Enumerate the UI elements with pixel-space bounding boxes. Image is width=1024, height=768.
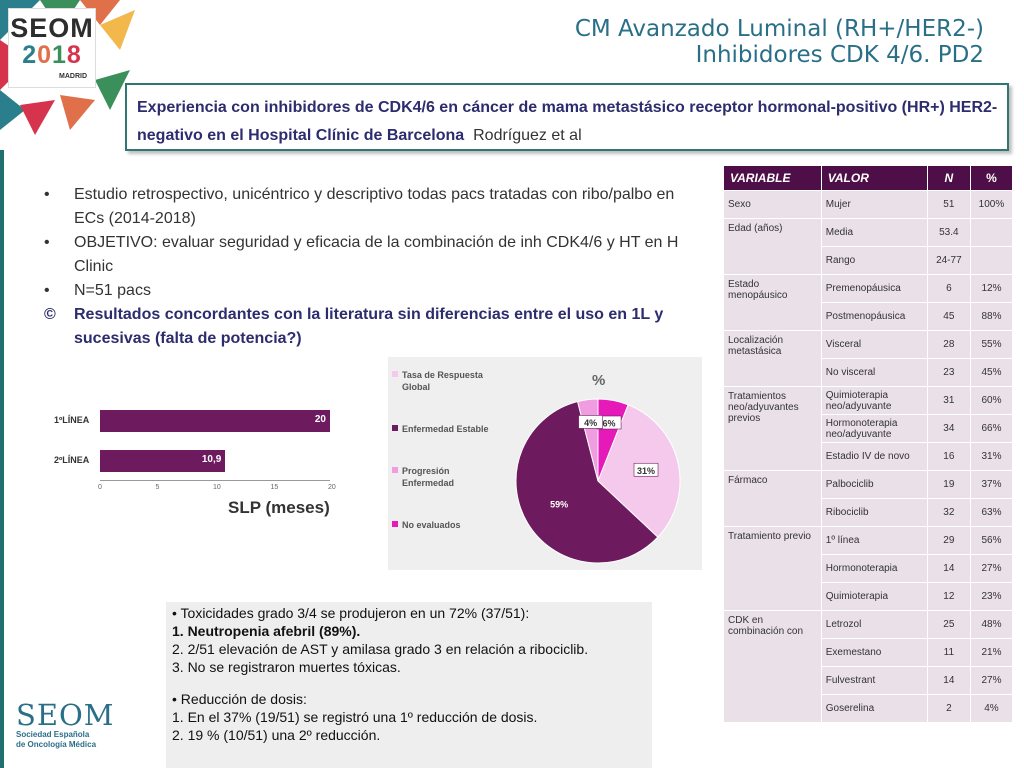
left-accent-strip [0, 150, 4, 768]
bar-category-label: 2ºLÍNEA [54, 455, 90, 465]
percent-cell: 4% [970, 695, 1012, 723]
percent-cell: 31% [970, 443, 1012, 471]
count-cell: 29 [927, 527, 970, 555]
toxicity-line: 2. 19 % (10/51) una 2º reducción. [172, 727, 381, 743]
variable-cell: Sexo [724, 191, 822, 219]
variable-cell: CDK en combinación con [724, 611, 822, 723]
column-header: VARIABLE [724, 166, 822, 191]
legend-item: Enfermedad Estable [390, 423, 498, 435]
pie-legend [390, 369, 498, 561]
percent-cell: 48% [970, 611, 1012, 639]
value-cell: Palbociclib [821, 471, 927, 499]
percent-cell [970, 219, 1012, 247]
bullet-item: • OBJETIVO: evaluar seguridad y eficacia de la combinación de inh CDK4/6 y HT en H Clinic [40, 231, 700, 279]
legend-item: Progresión Enfermedad [390, 465, 498, 489]
legend-swatch [392, 521, 398, 527]
response-pie-panel [388, 357, 702, 570]
pie-data-label [634, 463, 658, 476]
table-row [724, 387, 1013, 415]
value-cell: Ribociclib [821, 499, 927, 527]
value-cell: Mujer [821, 191, 927, 219]
seom-logo-text: SEOM [16, 698, 115, 732]
count-cell: 2 [927, 695, 970, 723]
toxicity-spacer [172, 676, 646, 690]
percent-cell: 37% [970, 471, 1012, 499]
logo-seom-text: SEOM [10, 13, 94, 43]
slide-title-line2: Inhibidores CDK 4/6. PD2 [695, 42, 984, 68]
toxicity-line: 1. En el 37% (19/51) se registró una 1º reducción de dosis. [172, 709, 538, 725]
percent-cell: 55% [970, 331, 1012, 359]
count-cell: 14 [927, 667, 970, 695]
value-cell: 1º línea [821, 527, 927, 555]
slp-label: SLP (meses) [228, 498, 330, 517]
legend-item: Tasa de Respuesta Global [390, 369, 498, 393]
value-cell: Quimioterapia [821, 583, 927, 611]
percent-cell: 88% [970, 303, 1012, 331]
percent-cell: 60% [970, 387, 1012, 415]
count-cell: 23 [927, 359, 970, 387]
study-title: Experiencia con inhibidores de CDK4/6 en cáncer de mama metastásico receptor hormonal-positivo (HR+) HER2-negativo en el Hospital Clínic de Barcelona [137, 99, 998, 144]
toxicity-line: • Toxicidades grado 3/4 se produjeron en un 72% (37/51): [172, 605, 530, 621]
count-cell: 16 [927, 443, 970, 471]
count-cell: 19 [927, 471, 970, 499]
value-cell: No visceral [821, 359, 927, 387]
svg-text:4%: 4% [584, 417, 598, 428]
variable-cell: Tratamiento previo [724, 527, 822, 611]
svg-text:6%: 6% [602, 418, 616, 429]
value-cell: Quimioterapia neo/adyuvante [821, 387, 927, 415]
count-cell: 12 [927, 583, 970, 611]
count-cell: 14 [927, 555, 970, 583]
count-cell: 45 [927, 303, 970, 331]
value-cell: Rango [821, 247, 927, 275]
percent-cell: 100% [970, 191, 1012, 219]
table-row [724, 331, 1013, 359]
count-cell: 11 [927, 639, 970, 667]
copyright-mark: © [44, 306, 56, 323]
legend-swatch [392, 467, 398, 473]
value-cell: Estadio IV de novo [821, 443, 927, 471]
slide-title [575, 16, 984, 68]
variable-cell: Tratamientos neo/adyuvantes previos [724, 387, 822, 471]
pie-data-label [579, 415, 603, 428]
table-row [724, 471, 1013, 499]
study-header-box [125, 83, 1009, 151]
logo-year: 2018 [22, 41, 82, 69]
variable-cell: Edad (años) [724, 219, 822, 275]
table-row [724, 275, 1013, 303]
legend-swatch [392, 371, 398, 377]
variable-cell: Fármaco [724, 471, 822, 527]
count-cell: 6 [927, 275, 970, 303]
pie-chart [508, 392, 688, 570]
percent-cell: 12% [970, 275, 1012, 303]
count-cell: 34 [927, 415, 970, 443]
percent-cell: 66% [970, 415, 1012, 443]
value-cell: Hormonoterapia neo/adyuvante [821, 415, 927, 443]
bullet-list [40, 183, 700, 351]
bar-2nd-line [100, 450, 225, 472]
seom-logo-line1: Sociedad Española [16, 730, 90, 739]
toxicity-line: 2. 2/51 elevación de AST y amilasa grado 3 en relación a ribociclib. [172, 641, 589, 657]
bullet-mark: • [44, 282, 50, 299]
patient-characteristics-table [723, 165, 1013, 723]
value-cell: Media [821, 219, 927, 247]
value-cell: Goserelina [821, 695, 927, 723]
percent-cell [970, 247, 1012, 275]
percent-cell: 21% [970, 639, 1012, 667]
table-row [724, 611, 1013, 639]
value-cell: Hormonoterapia [821, 555, 927, 583]
percent-cell: 27% [970, 555, 1012, 583]
toxicity-line: 3. No se registraron muertes tóxicas. [172, 659, 401, 675]
percent-cell: 23% [970, 583, 1012, 611]
study-author: Rodríguez et al [473, 127, 582, 144]
percent-cell: 63% [970, 499, 1012, 527]
x-tick-label: 15 [270, 484, 279, 491]
column-header: N [927, 166, 970, 191]
legend-item: No evaluados [390, 519, 498, 531]
table-row [724, 527, 1013, 555]
pie-data-label [547, 497, 571, 510]
percent-cell: 27% [970, 667, 1012, 695]
x-tick-label: 5 [155, 484, 160, 491]
bullet-item-conclusion: © Resultados concordantes con la literatura sin diferencias entre el uso en 1L y sucesivas (falta de potencia?) [40, 303, 700, 351]
bullet-item: • N=51 pacs [40, 279, 700, 303]
svg-text:59%: 59% [550, 499, 569, 510]
count-cell: 28 [927, 331, 970, 359]
logo-city: MADRID [59, 73, 87, 80]
value-cell: Letrozol [821, 611, 927, 639]
toxicity-line: 1. Neutropenia afebril (89%). [172, 623, 361, 639]
x-tick-label: 20 [328, 484, 336, 491]
variable-cell: Estado menopáusico [724, 275, 822, 331]
bar-value-label: 20 [314, 414, 326, 425]
toxicity-line: • Reducción de dosis: [172, 691, 307, 707]
x-axis-line [100, 480, 330, 481]
table-row [724, 191, 1013, 219]
bullet-mark: • [44, 234, 50, 251]
count-cell: 53.4 [927, 219, 970, 247]
bar-1st-line [100, 410, 330, 432]
count-cell: 32 [927, 499, 970, 527]
seom-2018-logo [8, 8, 96, 88]
column-header: % [970, 166, 1012, 191]
toxicity-box [166, 602, 652, 768]
value-cell: Premenopáusica [821, 275, 927, 303]
slide-title-line1: CM Avanzado Luminal (RH+/HER2-) [574, 16, 984, 42]
seom-logo-line2: de Oncología Médica [16, 740, 97, 749]
bullet-item: • Estudio retrospectivo, unicéntrico y descriptivo todas pacs tratadas con ribo/palbo en ECs (2014-2018) [40, 183, 700, 231]
svg-text:31%: 31% [637, 465, 656, 476]
bar-value-label: 10,9 [201, 454, 222, 465]
seom-society-logo [16, 700, 116, 750]
x-tick-label: 10 [213, 484, 221, 491]
value-cell: Visceral [821, 331, 927, 359]
table-header-row [724, 166, 1013, 191]
bullet-mark: • [44, 186, 50, 203]
value-cell: Postmenopáusica [821, 303, 927, 331]
x-tick-label: 0 [98, 484, 102, 491]
percent-cell: 45% [970, 359, 1012, 387]
value-cell: Exemestano [821, 639, 927, 667]
column-header: VALOR [821, 166, 927, 191]
pie-title: % [592, 372, 606, 389]
percent-cell: 56% [970, 527, 1012, 555]
count-cell: 51 [927, 191, 970, 219]
legend-swatch [392, 425, 398, 431]
table-row [724, 219, 1013, 247]
bar-category-label: 1ºLÍNEA [54, 415, 90, 425]
variable-cell: Localización metastásica [724, 331, 822, 387]
value-cell: Fulvestrant [821, 667, 927, 695]
count-cell: 25 [927, 611, 970, 639]
count-cell: 24-77 [927, 247, 970, 275]
count-cell: 31 [927, 387, 970, 415]
